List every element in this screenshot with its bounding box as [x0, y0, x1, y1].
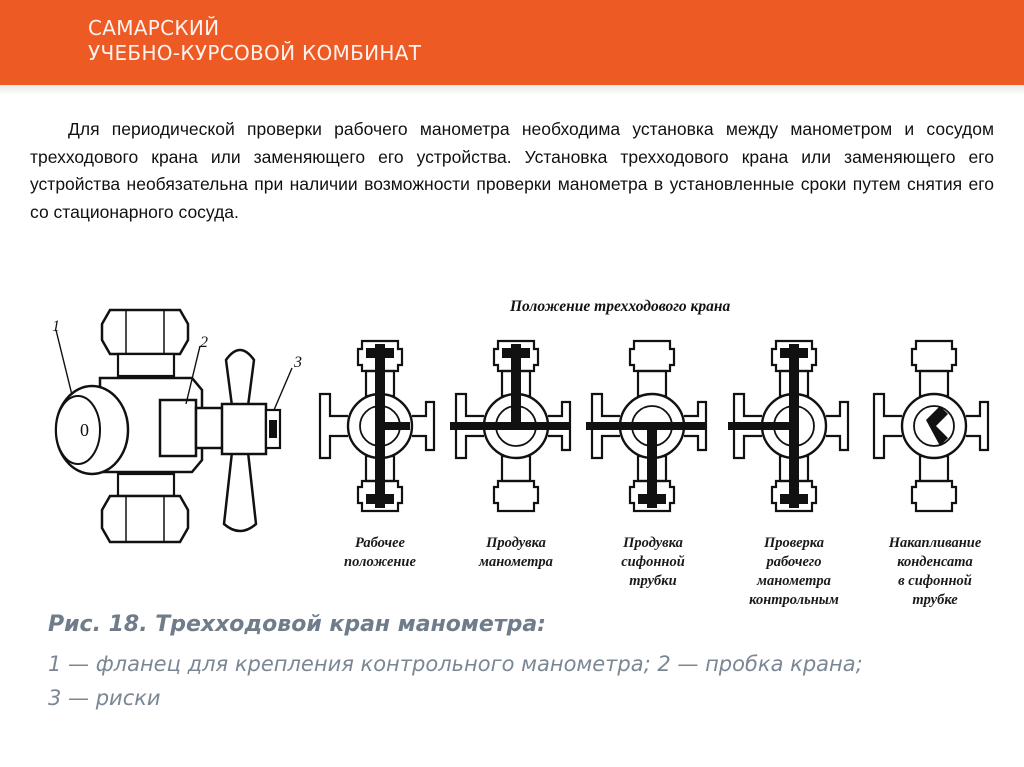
caption-line: сифонной	[621, 554, 685, 570]
org-name-line1: САМАРСКИЙ	[88, 16, 220, 40]
header-shadow	[0, 85, 1024, 95]
caption-line: Продувка	[486, 535, 546, 551]
caption-line: положение	[344, 554, 416, 570]
caption-line: Проверка	[763, 535, 824, 551]
label-number-2: 2	[200, 334, 208, 351]
valve-position-2	[450, 341, 570, 511]
valve-assembly-illustration	[56, 310, 292, 542]
caption-line: конденсата	[897, 554, 973, 570]
caption-line: трубке	[912, 592, 958, 608]
figure-caption-title: Рис. 18. Трехходовой кран манометра:	[48, 612, 546, 637]
caption-line: в сифонной	[898, 573, 972, 589]
position-caption-2	[458, 534, 574, 572]
label-number-3: 3	[294, 354, 302, 371]
caption-line: Продувка	[623, 535, 683, 551]
body-paragraph: Для периодической проверки рабочего манометра необходима установка между манометром и сосудом трехходового крана или заменяющего его устройства. Установка трехходового крана или заменяющего его устройства необязательна при наличии возможности проверки манометра в установленные сроки путем снятия его со стационарного сосуда.	[30, 119, 994, 222]
valve-position-4	[728, 341, 848, 511]
caption-line: манометра	[757, 573, 831, 589]
figure-title: Положение трехходового крана	[510, 298, 731, 315]
header-bar	[0, 0, 1024, 85]
caption-line: Накапливание	[888, 535, 982, 551]
position-caption-1	[330, 534, 430, 572]
valve-face-mark: 0	[80, 420, 89, 440]
position-caption-3	[598, 534, 708, 591]
position-caption-5	[870, 534, 1000, 610]
position-caption-4	[724, 534, 864, 610]
caption-line: рабочего	[766, 554, 822, 570]
label-number-1: 1	[52, 318, 60, 335]
valve-position-3	[586, 341, 706, 511]
org-name-line2: УЧЕБНО-КУРСОВОЙ КОМБИНАТ	[88, 41, 422, 65]
valve-position-5	[874, 341, 988, 511]
caption-line: контрольным	[749, 592, 839, 608]
caption-line: трубки	[629, 573, 677, 589]
valve-position-1	[320, 341, 434, 511]
caption-line: Рабочее	[355, 535, 405, 551]
figure-caption-line-1: 1 — фланец для крепления контрольного манометра; 2 — пробка крана;	[48, 652, 863, 676]
figure-caption-line-2: 3 — риски	[48, 686, 161, 710]
caption-line: манометра	[479, 554, 553, 570]
